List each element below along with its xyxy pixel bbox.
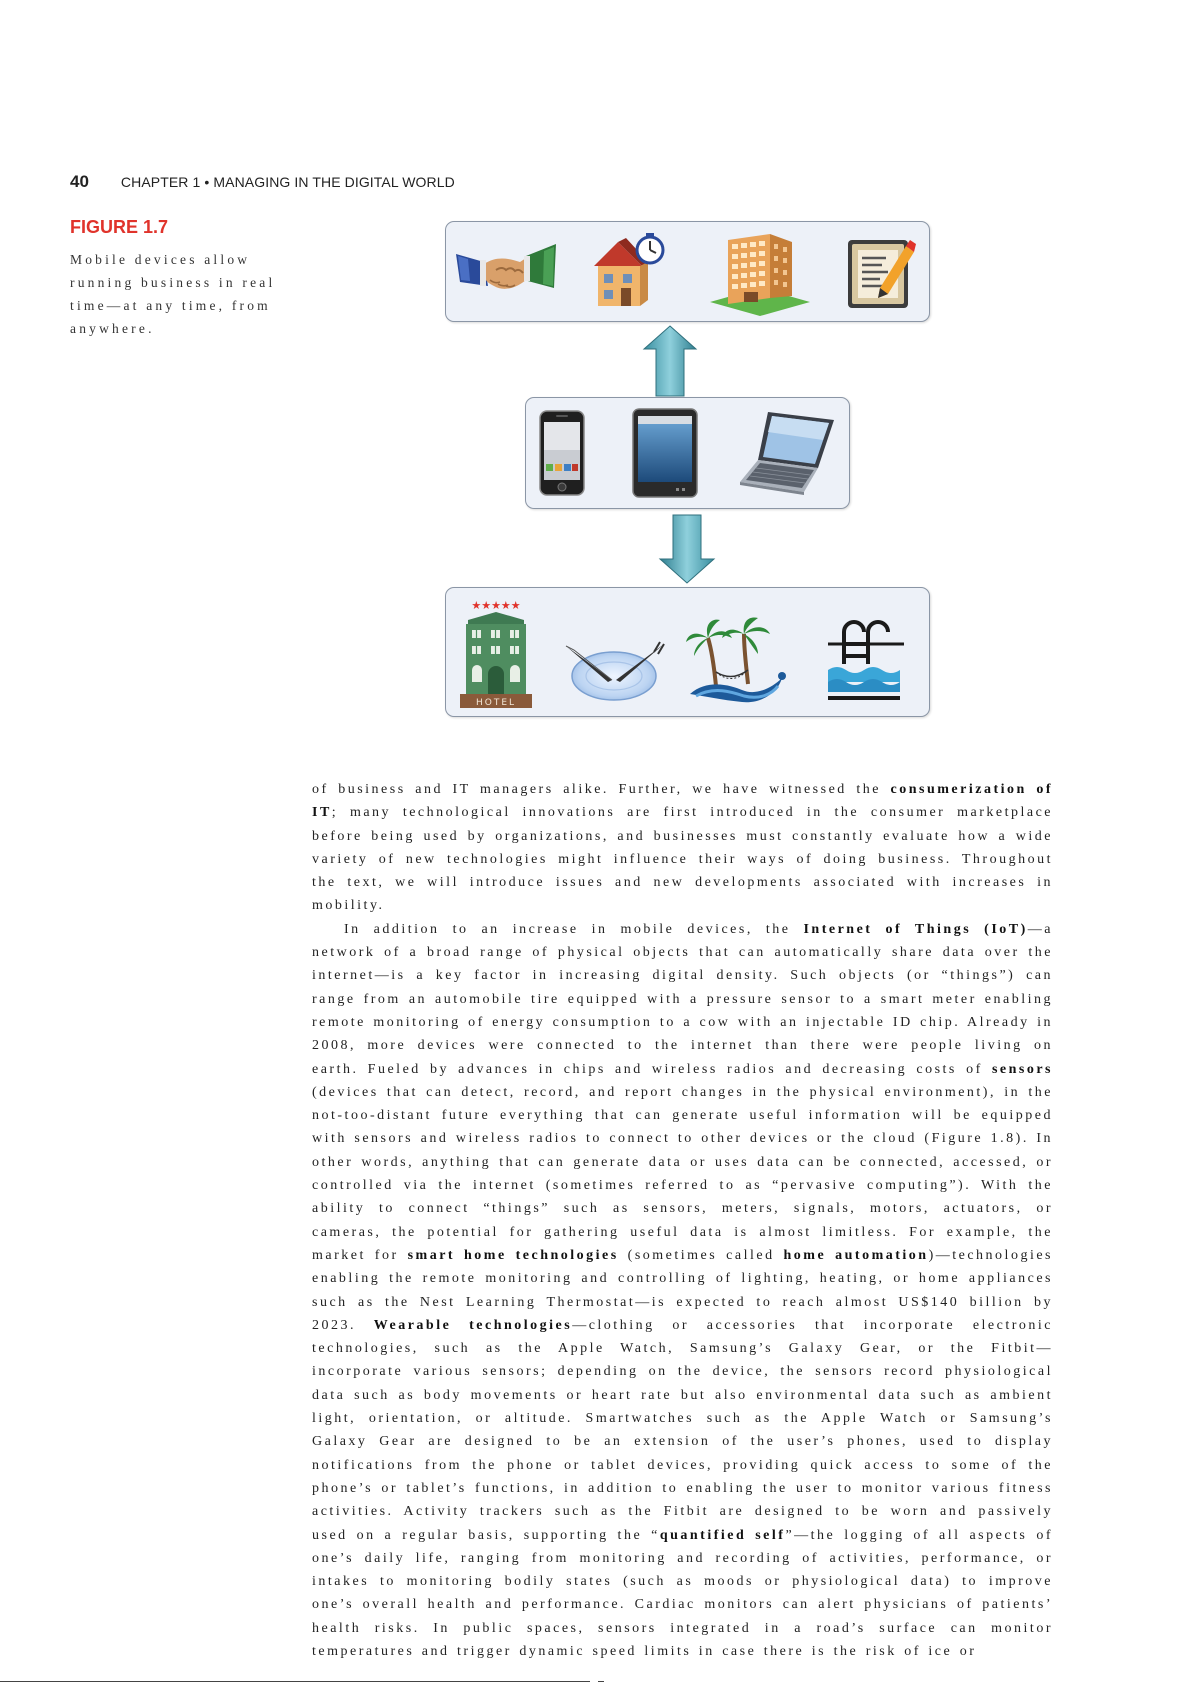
key-term: home automation xyxy=(783,1247,929,1263)
smartphone-icon xyxy=(538,410,586,496)
footer-rule xyxy=(0,1681,590,1682)
beach-icon xyxy=(686,616,790,706)
figure-caption: Mobile devices allow running business in real time—at any time, from anywhere. xyxy=(70,252,276,336)
hotel-sign: HOTEL xyxy=(475,698,517,708)
business-activities-panel xyxy=(445,221,930,322)
text-run: (sometimes called xyxy=(618,1247,784,1263)
travel-services-panel xyxy=(445,587,930,717)
handshake-icon xyxy=(456,236,556,306)
arrow-up-icon xyxy=(642,325,698,397)
key-term: Internet of Things (IoT) xyxy=(803,921,1028,937)
text-run: —a network of a broad range of physical objects that can automatically share data over the internet—is a key factor in increasing digital density. Such objects (or “things”) can range from an automobile tire equipped with a pressure sensor to a smart meter enabling remote monitoring of energy consumption to a cow with an injectable ID chip. Already in 2008, more devices were connected to the internet than there were people living on earth. Fueled by advances in chips and wireless radios and decreasing costs of xyxy=(312,921,1053,1077)
paragraph-internet-of-things xyxy=(312,918,1053,1664)
footer-tick xyxy=(598,1681,604,1682)
chapter-title: CHAPTER 1 • MANAGING IN THE DIGITAL WORLD xyxy=(120,174,455,190)
figure-diagram xyxy=(445,221,930,719)
running-head xyxy=(70,172,455,192)
swimming-pool-icon xyxy=(828,620,904,704)
text-run: ”—the logging of all aspects of one’s daily life, ranging from monitoring and recording of activities, performance, or intakes to monitoring bodily states (such as moods or physiological data) to improve one’s overall health and performance. Cardiac monitors can alert physicians of patients’ health risks. In public spaces, sensors integrated in a road’s surface can monitor temperatures and trigger dynamic speed limits in case there is the risk of ice or xyxy=(312,1527,1053,1659)
key-term: consumerization of IT xyxy=(312,782,1054,821)
text-run: In addition to an increase in mobile devices, the xyxy=(344,921,804,937)
dining-plate-icon xyxy=(562,636,668,706)
laptop-icon xyxy=(738,410,838,496)
key-term: smart home technologies xyxy=(407,1247,619,1263)
hotel-icon xyxy=(458,598,534,710)
key-term: sensors xyxy=(991,1061,1053,1077)
text-run: of business and IT managers alike. Further, we have witnessed the xyxy=(312,782,891,797)
office-building-icon xyxy=(708,232,812,316)
body-text xyxy=(312,778,1053,1663)
hotel-stars: ★★★★★ xyxy=(471,599,521,612)
text-run: (devices that can detect, record, and report changes in the physical environment), in the not-too-distant future everything that can generate useful information will be equipped with sensors and wireless radios to connect to other devices or the cloud (Figure 1.8). In other words, anything that can generate data or uses data can be connected, accessed, or controlled via the internet (sometimes referred to as “pervasive computing”). With the ability to connect “things” such as sensors, meters, signals, motors, actuators, or cameras, the potential for gathering useful data is almost limitless. For example, the market for xyxy=(312,1084,1053,1263)
text-run: —clothing or accessories that incorporate electronic technologies, such as the Apple Watch, Samsung’s Galaxy Gear, or the Fitbit—incorporate various sensors; depending on the device, the sensors record physiological data such as body movements or heart rate but also environmental data such as ambient light, orientation, or altitude. Smartwatches such as the Apple Watch or Samsung’s Galaxy Gear are designed to be an extension of the user’s phones, used to display notifications from the phone or tablet devices, providing quick access to some of the phone’s or tablet’s functions, in addition to enabling the user to monitor various fitness activities. Activity trackers such as the Fitbit are designed to be worn and passively used on a regular basis, supporting the “ xyxy=(312,1317,1054,1543)
tablet-icon xyxy=(632,408,698,498)
home-office-icon xyxy=(588,232,668,314)
mobile-devices-panel xyxy=(525,397,850,509)
page-number: 40 xyxy=(70,172,89,191)
text-run: )—technologies enabling the remote monitoring and controlling of lighting, heating, or home appliances such as the Nest Learning Thermostat—is expected to reach almost US$140 billion by 2023. xyxy=(312,1247,1053,1333)
text-run: ; many technological innovations are first introduced in the consumer marketplace before being used by organizations, and businesses must constantly evaluate how a wide variety of new technologies might influence their ways of doing business. Throughout the text, we will introduce issues and new developments associated with increases in mobility. xyxy=(312,805,1053,914)
key-term: quantified self xyxy=(659,1527,786,1543)
paragraph-consumerization xyxy=(312,778,1053,918)
key-term: Wearable technologies xyxy=(373,1317,573,1333)
document-edit-icon xyxy=(846,234,916,310)
figure-label: FIGURE 1.7 xyxy=(70,217,169,237)
arrow-down-icon xyxy=(658,514,716,584)
